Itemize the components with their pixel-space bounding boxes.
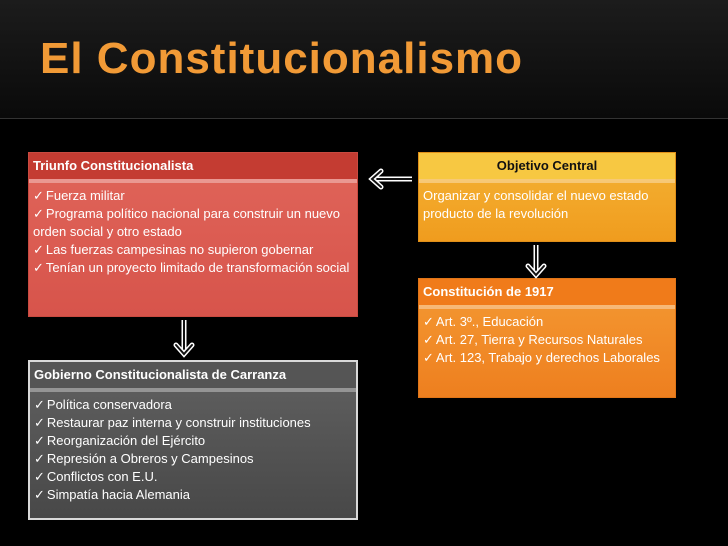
arrow-left-icon [366,168,414,190]
box-body [29,183,357,281]
list-item: ✓ Simpatía hacia Alemania [34,487,190,502]
box-body [419,309,675,371]
check-icon: ✓ [423,332,434,347]
list-item: ✓ Fuerza militar [33,188,125,203]
check-icon: ✓ [423,314,434,329]
check-icon: ✓ [34,415,45,430]
box-gobierno-carranza [28,360,358,520]
check-icon: ✓ [34,451,45,466]
arrow-down-icon [524,243,548,279]
box-body: Organizar y consolidar el nuevo estado producto de la revolución [423,188,649,221]
box-triunfo-constitucionalista [28,152,358,317]
list-item: ✓ Represión a Obreros y Campesinos [34,451,254,466]
check-icon: ✓ [34,469,45,484]
list-item: ✓ Política conservadora [34,397,172,412]
check-icon: ✓ [33,242,44,257]
box-title: Constitución de 1917 [419,279,675,305]
check-icon: ✓ [33,188,44,203]
list-item: ✓ Reorganización del Ejército [34,433,206,448]
box-title: Objetivo Central [419,153,675,179]
box-title: Gobierno Constitucionalista de Carranza [30,362,356,388]
arrow-down-icon [172,318,196,358]
check-icon: ✓ [34,487,45,502]
check-icon: ✓ [34,397,45,412]
list-item: ✓ Restaurar paz interna y construir instituciones [34,415,311,430]
list-item: ✓ Programa político nacional para construir un nuevo orden social y otro estado [33,206,341,239]
list-item: ✓ Art. 3º., Educación [423,314,544,329]
box-title: Triunfo Constitucionalista [29,153,357,179]
box-objetivo-central [418,152,676,242]
slide-title: El Constitucionalismo [40,34,524,83]
list-item: ✓ Tenían un proyecto limitado de transformación social [33,260,350,275]
list-item: ✓ Las fuerzas campesinas no supieron gobernar [33,242,314,257]
box-constitucion-1917 [418,278,676,398]
check-icon: ✓ [33,206,44,221]
check-icon: ✓ [34,433,45,448]
title-bar [0,0,728,119]
list-item: ✓ Art. 123, Trabajo y derechos Laborales [423,350,660,365]
check-icon: ✓ [33,260,44,275]
list-item: ✓ Conflictos con E.U. [34,469,158,484]
box-body [30,392,356,508]
list-item: ✓ Art. 27, Tierra y Recursos Naturales [423,332,643,347]
check-icon: ✓ [423,350,434,365]
